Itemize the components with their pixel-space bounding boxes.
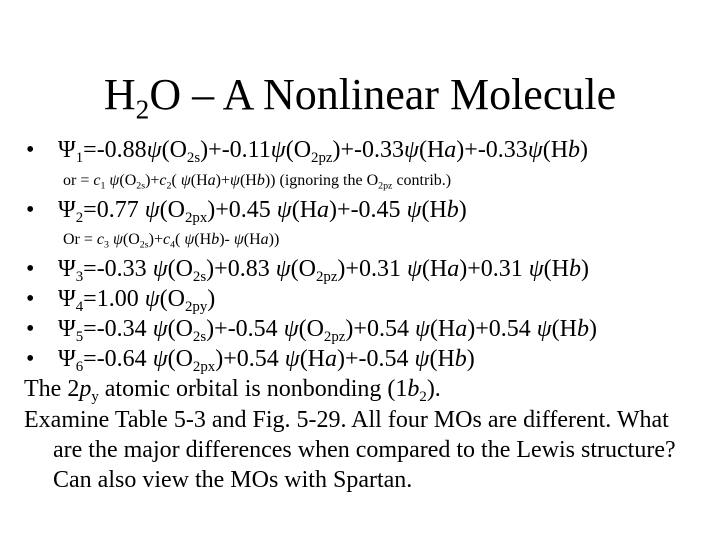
psi6-expression: $\Psi_6=-0.64$ $\psi(O_{2px})+0.54$ ψ(Ha)+-0.54 ψ(Hb) <box>58 346 475 376</box>
nonbonding-statement: The $2p_y$ atomic orbital is nonbonding $(1b_2)$. <box>24 376 441 406</box>
bullet-glyph: • <box>26 346 35 372</box>
bullet-glyph: • <box>26 316 35 342</box>
bullet-glyph: • <box>26 197 35 223</box>
examine-line-3: Can also view the MOs with Spartan. <box>53 467 413 493</box>
slide-title: $H_2O$ – A Nonlinear Molecule <box>103 70 617 125</box>
psi1-expression: $\Psi_1=-0.88\psi(O_{2s})+-0.11\psi(O_{2pz})+-0.33\psi(Ha)+-0.33\psi(Hb)$ <box>58 137 589 167</box>
examine-paragraph <box>24 405 704 495</box>
note-psi2-text: $Or = c_3$ $\psi(O_{2s})+c_4$( ψ(Hb)- ψ(Ha)) <box>63 231 280 251</box>
bullet-glyph: • <box>26 286 35 312</box>
bullet-glyph: • <box>26 256 35 282</box>
examine-line-2: are the major differences when compared to the Lewis structure? <box>53 437 676 463</box>
psi2-expression: $\Psi_2=0.77$ $\psi(O_{2px})+0.45$ ψ(Ha)+-0.45 ψ(Hb) <box>58 197 467 227</box>
psi4-expression: $\Psi_4=1.00$ $\psi(O_{2py})$ <box>58 286 216 316</box>
bullet-glyph: • <box>26 137 35 163</box>
psi5-expression: $\Psi_5=-0.34$ $\psi(O_{2s})+-0.54$ $\psi(O_{2pz})+0.54$ ψ(Ha)+0.54 ψ(Hb) <box>58 316 597 346</box>
note-psi1-text: or = $c_1$ $\psi(O_{2s})+c_2$( ψ(Ha)+ψ(Hb)) (ignoring the $O_{2pz}$ contrib.) <box>63 172 452 192</box>
examine-line-1: Examine Table 5-3 and Fig. 5-29. All four MOs are different. What <box>24 407 669 433</box>
psi3-expression: $\Psi_3=-0.33$ $\psi(O_{2s})+0.83$ $\psi(O_{2pz})+0.31$ ψ(Ha)+0.31 ψ(Hb) <box>58 256 589 286</box>
